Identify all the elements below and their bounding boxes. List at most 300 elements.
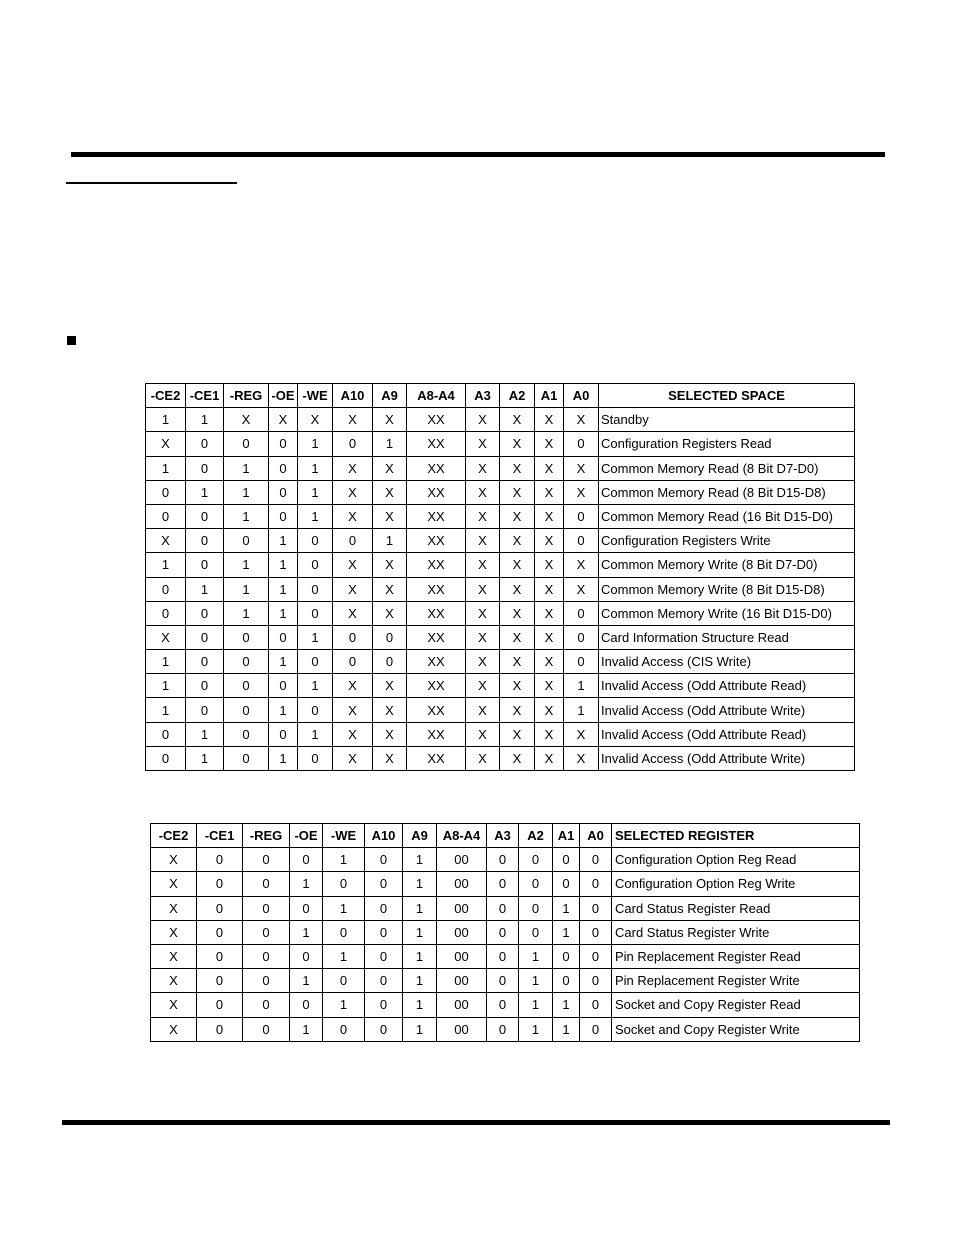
selected-description-cell: Configuration Option Reg Read [612,848,860,872]
table-row [146,480,855,504]
selected-description-cell: Standby [599,408,855,432]
signal-value-cell: 0 [290,896,323,920]
table-row [146,577,855,601]
signal-value-cell: 0 [365,993,403,1017]
column-header: -OE [290,824,323,848]
column-header: A1 [553,824,580,848]
signal-value-cell: 1 [146,408,186,432]
signal-value-cell: 0 [269,456,298,480]
column-header: A10 [365,824,403,848]
signal-value-cell: 0 [290,944,323,968]
column-header: A3 [466,384,500,408]
signal-value-cell: X [535,408,564,432]
signal-value-cell: X [151,944,197,968]
signal-value-cell: XX [407,432,466,456]
signal-value-cell: X [466,722,500,746]
table-row [146,408,855,432]
signal-value-cell: 1 [323,848,365,872]
signal-value-cell: 0 [333,529,373,553]
signal-value-cell: 1 [403,872,437,896]
column-header: A9 [403,824,437,848]
signal-value-cell: X [151,920,197,944]
signal-value-cell: 0 [224,698,269,722]
table-row [146,650,855,674]
signal-value-cell: 0 [365,1017,403,1041]
signal-value-cell: X [564,553,599,577]
table-row [146,625,855,649]
signal-value-cell: X [466,746,500,770]
signal-value-cell: 1 [553,1017,580,1041]
signal-value-cell: 0 [243,993,290,1017]
signal-value-cell: X [466,480,500,504]
signal-value-cell: X [466,504,500,528]
signal-value-cell: X [146,432,186,456]
selected-description-cell: Common Memory Write (8 Bit D15-D8) [599,577,855,601]
column-header: A8-A4 [407,384,466,408]
signal-value-cell: X [146,529,186,553]
column-header: -WE [323,824,365,848]
signal-value-cell: X [535,480,564,504]
selected-description-cell: Socket and Copy Register Read [612,993,860,1017]
signal-value-cell: X [500,553,535,577]
signal-value-cell: 0 [580,993,612,1017]
signal-value-cell: 0 [553,969,580,993]
selected-description-cell: Invalid Access (Odd Attribute Read) [599,722,855,746]
signal-value-cell: 0 [269,722,298,746]
signal-value-cell: XX [407,480,466,504]
heading-underline [66,182,237,184]
signal-value-cell: X [373,698,407,722]
signal-value-cell: X [564,480,599,504]
signal-value-cell: X [466,625,500,649]
signal-value-cell: 1 [146,650,186,674]
table-row [146,722,855,746]
signal-value-cell: 0 [365,944,403,968]
signal-value-cell: 0 [298,601,333,625]
table1-header [146,384,855,408]
signal-value-cell: 0 [146,480,186,504]
signal-value-cell: 0 [197,969,243,993]
signal-value-cell: 1 [290,969,323,993]
selected-description-cell: Card Status Register Read [612,896,860,920]
signal-value-cell: 0 [519,848,553,872]
signal-value-cell: 0 [186,650,224,674]
signal-value-cell: X [500,674,535,698]
column-header: -REG [243,824,290,848]
signal-value-cell: 1 [564,674,599,698]
signal-value-cell: 0 [186,553,224,577]
column-header: A2 [500,384,535,408]
signal-value-cell: 1 [403,969,437,993]
signal-value-cell: 0 [243,1017,290,1041]
column-header: -WE [298,384,333,408]
table-row [151,896,860,920]
signal-value-cell: X [333,504,373,528]
signal-value-cell: XX [407,601,466,625]
signal-value-cell: X [535,456,564,480]
signal-value-cell: X [333,674,373,698]
signal-value-cell: 1 [403,848,437,872]
signal-value-cell: X [500,698,535,722]
table2-body [151,848,860,1042]
signal-value-cell: 1 [553,920,580,944]
signal-value-cell: XX [407,674,466,698]
signal-value-cell: 00 [437,1017,487,1041]
signal-value-cell: 0 [564,529,599,553]
selected-description-cell: Common Memory Write (16 Bit D15-D0) [599,601,855,625]
signal-value-cell: 1 [298,504,333,528]
signal-value-cell: X [151,848,197,872]
signal-value-cell: X [466,674,500,698]
signal-value-cell: X [535,746,564,770]
selected-description-cell: Common Memory Read (8 Bit D15-D8) [599,480,855,504]
signal-value-cell: 1 [224,456,269,480]
header-row [151,824,860,848]
signal-value-cell: 1 [269,698,298,722]
signal-value-cell: 1 [373,529,407,553]
signal-value-cell: 0 [487,944,519,968]
signal-value-cell: 1 [290,920,323,944]
attribute-memory-table [145,383,855,771]
signal-value-cell: X [298,408,333,432]
signal-value-cell: 1 [269,601,298,625]
signal-value-cell: 00 [437,848,487,872]
signal-value-cell: X [466,577,500,601]
signal-value-cell: 0 [269,625,298,649]
signal-value-cell: 0 [290,993,323,1017]
signal-value-cell: 0 [519,872,553,896]
signal-value-cell: 0 [186,601,224,625]
signal-value-cell: 0 [519,920,553,944]
signal-value-cell: 1 [298,625,333,649]
signal-value-cell: X [466,650,500,674]
table-row [146,746,855,770]
signal-value-cell: X [333,480,373,504]
signal-value-cell: 0 [564,601,599,625]
signal-value-cell: X [535,432,564,456]
signal-value-cell: 00 [437,969,487,993]
signal-value-cell: 0 [186,432,224,456]
signal-value-cell: 1 [146,698,186,722]
signal-value-cell: 0 [323,872,365,896]
signal-value-cell: 00 [437,920,487,944]
signal-value-cell: 1 [323,993,365,1017]
signal-value-cell: 0 [487,993,519,1017]
signal-value-cell: 0 [243,896,290,920]
signal-value-cell: 0 [197,872,243,896]
signal-value-cell: 0 [564,504,599,528]
signal-value-cell: 00 [437,993,487,1017]
signal-value-cell: 0 [146,504,186,528]
signal-value-cell: 0 [197,896,243,920]
signal-value-cell: 1 [269,746,298,770]
signal-value-cell: X [466,408,500,432]
selected-description-cell: Configuration Option Reg Write [612,872,860,896]
signal-value-cell: 1 [269,650,298,674]
signal-value-cell: X [500,650,535,674]
selected-description-cell: Card Information Structure Read [599,625,855,649]
signal-value-cell: 0 [580,848,612,872]
signal-value-cell: X [373,553,407,577]
signal-value-cell: 0 [186,504,224,528]
signal-value-cell: XX [407,698,466,722]
signal-value-cell: X [500,480,535,504]
signal-value-cell: X [373,746,407,770]
signal-value-cell: 0 [224,432,269,456]
signal-value-cell: X [151,872,197,896]
signal-value-cell: X [466,601,500,625]
signal-value-cell: 0 [333,432,373,456]
signal-value-cell: 0 [580,969,612,993]
signal-value-cell: X [333,698,373,722]
column-header: A8-A4 [437,824,487,848]
signal-value-cell: 0 [487,969,519,993]
signal-value-cell: 1 [403,1017,437,1041]
signal-value-cell: 0 [197,920,243,944]
signal-value-cell: X [373,674,407,698]
signal-value-cell: 0 [298,529,333,553]
selected-description-cell: Invalid Access (CIS Write) [599,650,855,674]
signal-value-cell: 0 [243,969,290,993]
signal-value-cell: X [500,529,535,553]
signal-value-cell: 0 [224,746,269,770]
signal-value-cell: 0 [553,848,580,872]
signal-value-cell: 1 [323,944,365,968]
signal-value-cell: X [333,456,373,480]
column-header: A0 [580,824,612,848]
signal-value-cell: X [269,408,298,432]
column-header: -REG [224,384,269,408]
signal-value-cell: 00 [437,896,487,920]
signal-value-cell: X [333,722,373,746]
signal-value-cell: 0 [323,920,365,944]
configuration-register-table [150,823,860,1042]
table-row [146,432,855,456]
signal-value-cell: 1 [224,553,269,577]
signal-value-cell: 0 [197,1017,243,1041]
signal-value-cell: X [535,698,564,722]
signal-value-cell: X [500,432,535,456]
signal-value-cell: X [500,746,535,770]
selected-description-cell: Configuration Registers Read [599,432,855,456]
signal-value-cell: 0 [373,650,407,674]
signal-value-cell: 0 [197,993,243,1017]
signal-value-cell: 0 [553,872,580,896]
signal-value-cell: XX [407,577,466,601]
signal-value-cell: XX [407,529,466,553]
signal-value-cell: 0 [224,625,269,649]
selected-description-cell: Configuration Registers Write [599,529,855,553]
signal-value-cell: XX [407,625,466,649]
signal-value-cell: X [535,553,564,577]
signal-value-cell: 1 [186,577,224,601]
signal-value-cell: 0 [580,920,612,944]
signal-value-cell: X [535,722,564,746]
column-header: A2 [519,824,553,848]
signal-value-cell: 1 [224,504,269,528]
signal-value-cell: 0 [333,625,373,649]
signal-value-cell: 0 [298,553,333,577]
signal-value-cell: X [500,456,535,480]
signal-value-cell: X [535,674,564,698]
signal-value-cell: X [535,504,564,528]
signal-value-cell: 0 [365,896,403,920]
signal-value-cell: 1 [269,553,298,577]
signal-value-cell: X [373,456,407,480]
signal-value-cell: 1 [519,969,553,993]
signal-value-cell: 1 [298,480,333,504]
signal-value-cell: 1 [224,480,269,504]
signal-value-cell: 1 [186,480,224,504]
signal-value-cell: X [146,625,186,649]
selected-description-cell: Card Status Register Write [612,920,860,944]
signal-value-cell: 0 [580,896,612,920]
table-row [146,601,855,625]
signal-value-cell: 0 [269,674,298,698]
signal-value-cell: X [333,577,373,601]
signal-value-cell: 1 [186,722,224,746]
signal-value-cell: X [564,408,599,432]
signal-value-cell: X [151,1017,197,1041]
signal-value-cell: 1 [298,456,333,480]
column-header: SELECTED SPACE [599,384,855,408]
signal-value-cell: 0 [290,848,323,872]
column-header: -OE [269,384,298,408]
signal-value-cell: 1 [224,577,269,601]
signal-value-cell: XX [407,746,466,770]
selected-description-cell: Pin Replacement Register Write [612,969,860,993]
signal-value-cell: 0 [487,848,519,872]
signal-value-cell: X [500,601,535,625]
signal-value-cell: 0 [186,529,224,553]
signal-value-cell: 0 [269,480,298,504]
signal-value-cell: X [466,553,500,577]
signal-value-cell: X [500,408,535,432]
signal-value-cell: X [466,432,500,456]
signal-value-cell: X [466,456,500,480]
column-header: A0 [564,384,599,408]
column-header: -CE1 [186,384,224,408]
signal-value-cell: 00 [437,944,487,968]
signal-value-cell: X [373,577,407,601]
signal-value-cell: 1 [519,944,553,968]
signal-value-cell: X [564,456,599,480]
signal-value-cell: 0 [298,746,333,770]
signal-value-cell: 0 [365,848,403,872]
signal-value-cell: X [500,577,535,601]
table-row [151,920,860,944]
column-header: A10 [333,384,373,408]
signal-value-cell: X [151,896,197,920]
selected-description-cell: Socket and Copy Register Write [612,1017,860,1041]
column-header: -CE1 [197,824,243,848]
column-header: A9 [373,384,407,408]
bullet-square-icon [67,336,76,345]
header-row [146,384,855,408]
signal-value-cell: 1 [553,993,580,1017]
selected-description-cell: Pin Replacement Register Read [612,944,860,968]
signal-value-cell: 0 [487,872,519,896]
signal-value-cell: XX [407,504,466,528]
signal-value-cell: 0 [365,969,403,993]
signal-value-cell: 0 [243,848,290,872]
signal-value-cell: X [373,408,407,432]
signal-value-cell: X [564,577,599,601]
signal-value-cell: X [535,625,564,649]
signal-value-cell: 0 [224,529,269,553]
signal-value-cell: X [333,601,373,625]
signal-value-cell: X [151,993,197,1017]
signal-value-cell: X [466,698,500,722]
column-header: -CE2 [151,824,197,848]
signal-value-cell: X [535,577,564,601]
signal-value-cell: X [466,529,500,553]
signal-value-cell: X [373,722,407,746]
signal-value-cell: 0 [224,674,269,698]
signal-value-cell: 0 [243,944,290,968]
signal-value-cell: 1 [519,1017,553,1041]
selected-description-cell: Common Memory Read (16 Bit D15-D0) [599,504,855,528]
signal-value-cell: 0 [564,625,599,649]
signal-value-cell: 1 [146,553,186,577]
signal-value-cell: 0 [298,698,333,722]
signal-value-cell: 0 [487,920,519,944]
signal-value-cell: XX [407,722,466,746]
signal-value-cell: 0 [146,577,186,601]
table-row [151,1017,860,1041]
signal-value-cell: X [373,504,407,528]
signal-value-cell: X [500,722,535,746]
signal-value-cell: 1 [553,896,580,920]
signal-value-cell: 1 [186,408,224,432]
signal-value-cell: 0 [224,722,269,746]
column-header: SELECTED REGISTER [612,824,860,848]
signal-value-cell: 0 [519,896,553,920]
signal-value-cell: 1 [290,1017,323,1041]
signal-value-cell: 0 [298,577,333,601]
signal-value-cell: 0 [186,456,224,480]
signal-value-cell: X [333,408,373,432]
signal-value-cell: 1 [298,674,333,698]
signal-value-cell: X [535,529,564,553]
signal-value-cell: 1 [403,920,437,944]
signal-value-cell: 0 [365,872,403,896]
signal-value-cell: 00 [437,872,487,896]
signal-value-cell: X [373,601,407,625]
selected-description-cell: Invalid Access (Odd Attribute Write) [599,746,855,770]
bottom-horizontal-rule [62,1120,890,1125]
signal-value-cell: 1 [323,896,365,920]
signal-value-cell: 0 [323,1017,365,1041]
signal-value-cell: 0 [373,625,407,649]
signal-value-cell: 0 [186,698,224,722]
signal-value-cell: 1 [403,896,437,920]
signal-value-cell: 0 [269,504,298,528]
signal-value-cell: 0 [333,650,373,674]
signal-value-cell: 0 [580,1017,612,1041]
signal-value-cell: 1 [269,529,298,553]
signal-value-cell: 0 [487,1017,519,1041]
signal-value-cell: 1 [186,746,224,770]
selected-description-cell: Invalid Access (Odd Attribute Write) [599,698,855,722]
table-row [146,529,855,553]
table-row [151,944,860,968]
selected-description-cell: Common Memory Write (8 Bit D7-D0) [599,553,855,577]
table-row [146,698,855,722]
signal-value-cell: 0 [197,944,243,968]
signal-value-cell: X [373,480,407,504]
column-header: A3 [487,824,519,848]
